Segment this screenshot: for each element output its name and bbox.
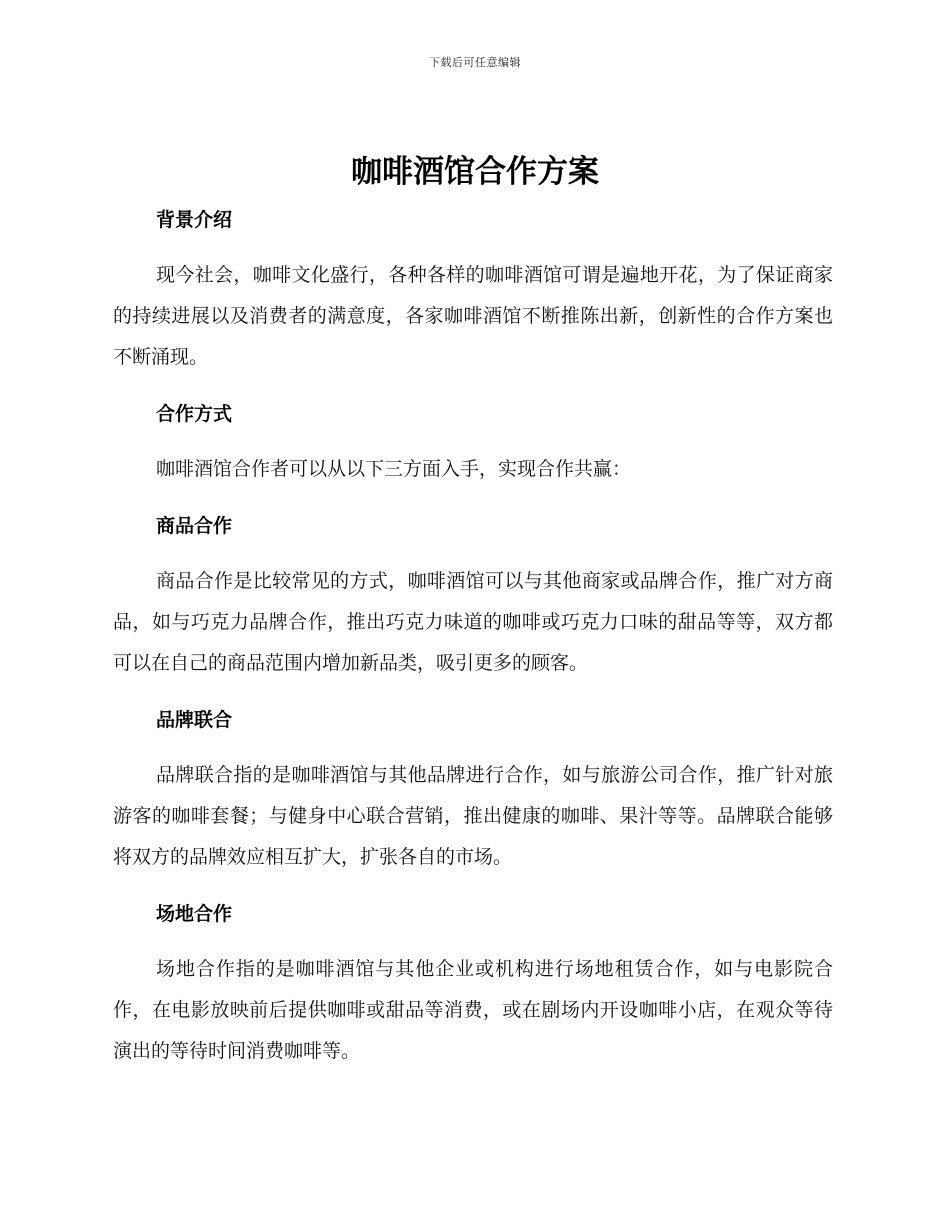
section-heading-venue-cooperation: 场地合作 [156,903,233,925]
page-header-note: 下载后可任意编辑 [429,56,521,69]
section-paragraph-brand-alliance: 品牌联合指的是咖啡酒馆与其他品牌进行合作，如与旅游公司合作，推广针对旅游客的咖啡套餐；与健身中心联合营销，推出健康的咖啡、果汁等等。品牌联合能够将双方的品牌效应相互扩大，扩张各自的市场。 [113,764,833,868]
document-title: 咖啡酒馆合作方案 [351,154,599,190]
section-heading-brand-alliance: 品牌联合 [156,709,233,731]
section-heading-background: 背景介绍 [156,209,233,231]
section-paragraph-background: 现今社会，咖啡文化盛行，各种各样的咖啡酒馆可谓是遍地开花，为了保证商家的持续进展以及消费者的满意度，各家咖啡酒馆不断推陈出新，创新性的合作方案也不断涌现。 [113,264,833,368]
document-body [113,201,833,1072]
section-heading-product-cooperation: 商品合作 [156,515,233,537]
section-paragraph-venue-cooperation: 场地合作指的是咖啡酒馆与其他企业或机构进行场地租赁合作，如与电影院合作，在电影放映前后提供咖啡或甜品等消费，或在剧场内开设咖啡小店，在观众等待演出的等待时间消费咖啡等。 [113,958,833,1062]
section-paragraph-product-cooperation: 商品合作是比较常见的方式，咖啡酒馆可以与其他商家或品牌合作，推广对方商品，如与巧克力品牌合作，推出巧克力味道的咖啡或巧克力口味的甜品等等，双方都可以在自己的商品范围内增加新品类，吸引更多的顾客。 [113,570,833,674]
section-heading-cooperation-mode: 合作方式 [156,403,233,425]
section-paragraph-cooperation-mode: 咖啡酒馆合作者可以从以下三方面入手，实现合作共赢： [156,458,632,480]
